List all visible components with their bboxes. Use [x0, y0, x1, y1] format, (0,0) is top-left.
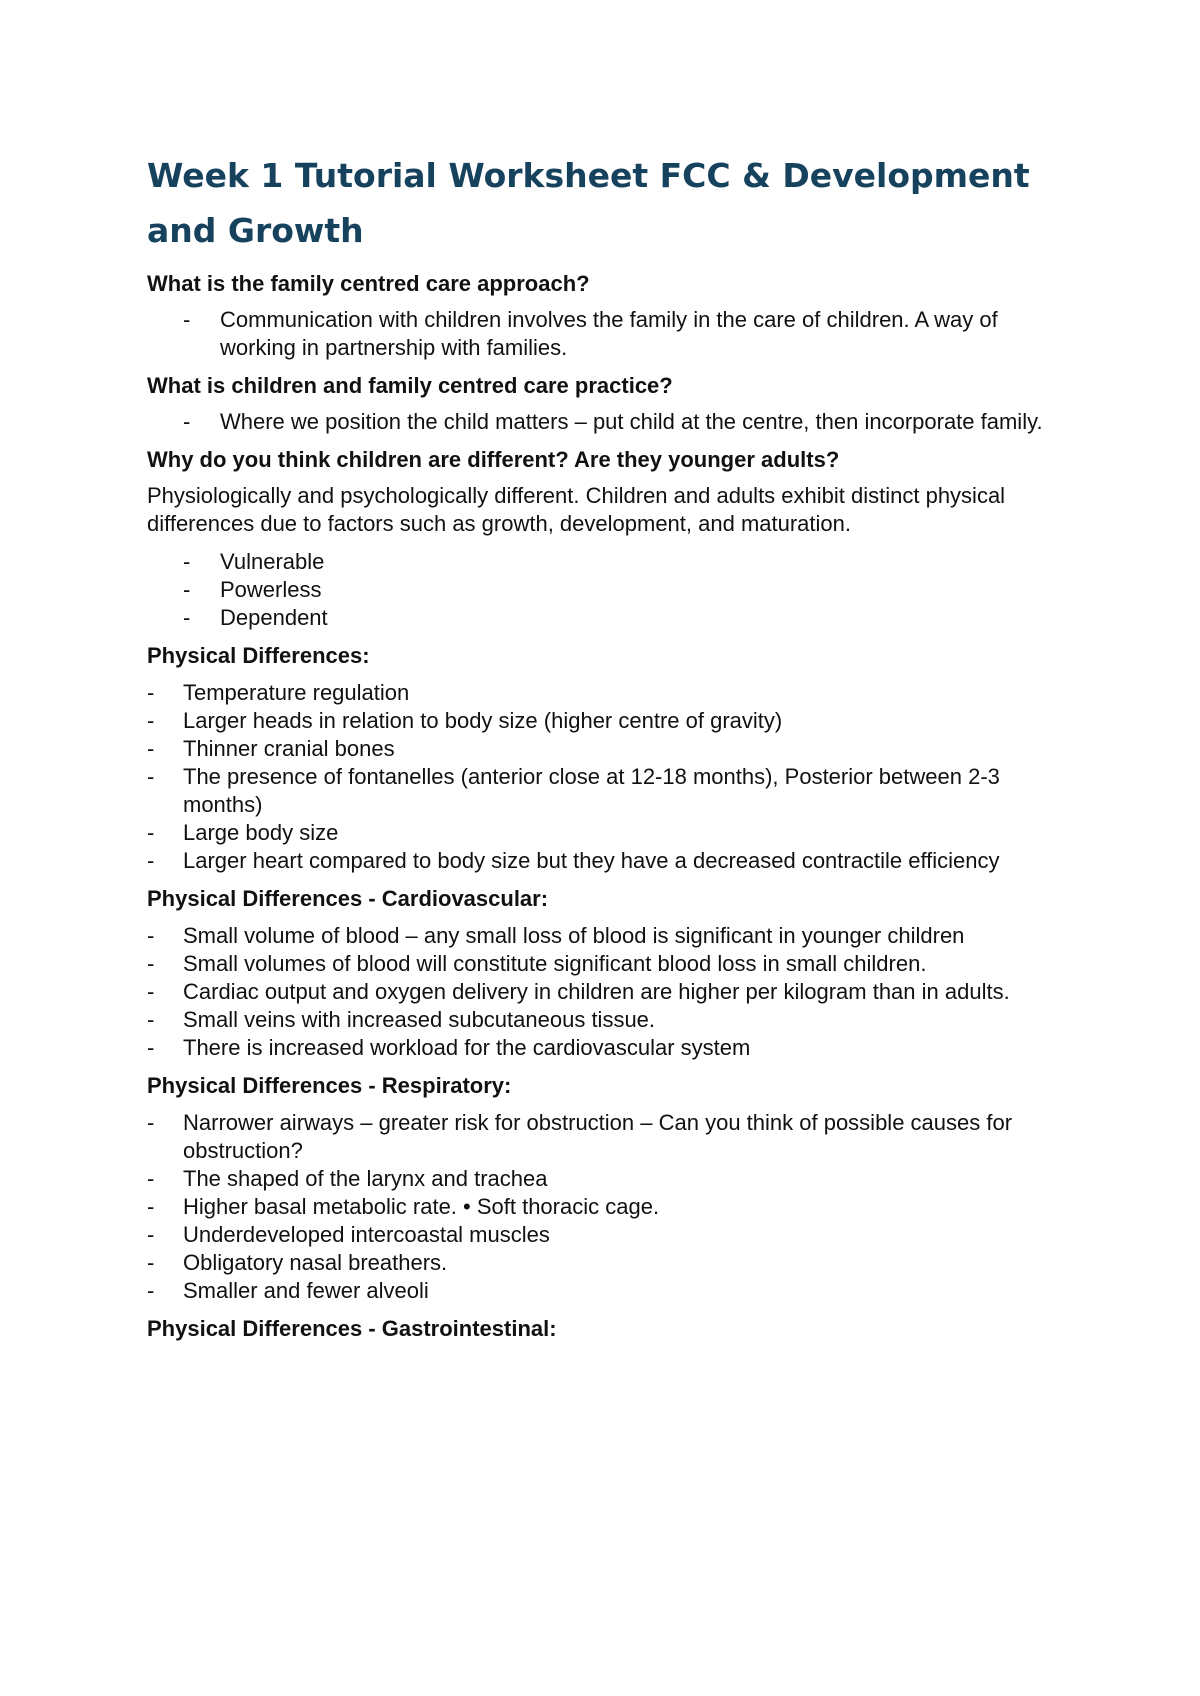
list-item: - Large body size	[147, 820, 339, 845]
heading-gastrointestinal: Physical Differences - Gastrointestinal:	[147, 1316, 557, 1341]
list-item: - There is increased workload for the cardiovascular system	[147, 1035, 751, 1060]
dash-bullet: -	[147, 736, 155, 761]
list-respiratory	[147, 1109, 1067, 1305]
list-item: - Higher basal metabolic rate. • Soft thoracic cage.	[147, 1194, 660, 1219]
list-item: - Underdeveloped intercoastal muscles	[147, 1222, 550, 1247]
list-cardiovascular	[147, 922, 1067, 1062]
dash-bullet: -	[147, 1166, 155, 1191]
dash-bullet: -	[147, 1250, 155, 1275]
answer-paragraph-children-different: Physiologically and psychologically different. Children and adults exhibit distinct physical differences due to factors such as growth, development, and maturation.	[147, 483, 1006, 536]
dash-bullet: -	[147, 951, 155, 976]
list-item: - Powerless	[183, 577, 322, 602]
dash-bullet: -	[147, 1194, 155, 1219]
dash-bullet: -	[183, 577, 191, 602]
list-item: - Larger heart compared to body size but they have a decreased contractile efficiency	[147, 848, 1000, 873]
question-children-different: Why do you think children are different? Are they younger adults?	[147, 447, 840, 472]
list-item: - Where we position the child matters – put child at the centre, then incorporate family.	[183, 409, 1043, 434]
dash-bullet: -	[147, 680, 155, 705]
dash-bullet: -	[183, 605, 191, 630]
list-item: - Cardiac output and oxygen delivery in children are higher per kilogram than in adults.	[147, 979, 1010, 1004]
dash-bullet: -	[147, 923, 155, 948]
list-item: - Larger heads in relation to body size (higher centre of gravity)	[147, 708, 783, 733]
question-care-practice: What is children and family centred care practice?	[147, 373, 673, 398]
dash-bullet: -	[147, 1007, 155, 1032]
dash-bullet: -	[183, 409, 191, 434]
heading-physical-differences: Physical Differences:	[147, 643, 370, 668]
list-item: - Thinner cranial bones	[147, 736, 395, 761]
dash-bullet: -	[147, 1222, 155, 1247]
list-item: - Small veins with increased subcutaneous tissue.	[147, 1007, 656, 1032]
list-item: - Obligatory nasal breathers.	[147, 1250, 448, 1275]
list-item: - Temperature regulation	[147, 680, 410, 705]
heading-respiratory: Physical Differences - Respiratory:	[147, 1073, 512, 1098]
dash-bullet: -	[147, 764, 155, 789]
list-item: - Small volume of blood – any small loss of blood is significant in younger children	[147, 923, 965, 948]
list-item: - Smaller and fewer alveoli	[147, 1278, 429, 1303]
document-title: Week 1 Tutorial Worksheet FCC & Development and Growth	[147, 156, 1030, 250]
answer-list-family-centred-care	[147, 306, 1067, 362]
list-item: - Communication with children involves the family in the care of children. A way of working in partnership with families.	[183, 307, 998, 360]
document-page	[147, 148, 1067, 1352]
dash-bullet: -	[147, 820, 155, 845]
list-physical-differences	[147, 679, 1067, 875]
answer-list-care-practice	[147, 408, 1067, 436]
list-item: - Vulnerable	[183, 549, 325, 574]
list-item: - Narrower airways – greater risk for obstruction – Can you think of possible causes for obstruction?	[147, 1110, 1013, 1163]
heading-cardiovascular: Physical Differences - Cardiovascular:	[147, 886, 549, 911]
answer-list-children-different	[147, 548, 1067, 632]
dash-bullet: -	[147, 1110, 155, 1135]
dash-bullet: -	[147, 848, 155, 873]
dash-bullet: -	[147, 1278, 155, 1303]
list-item: - Dependent	[183, 605, 328, 630]
dash-bullet: -	[183, 549, 191, 574]
list-item: - The shaped of the larynx and trachea	[147, 1166, 548, 1191]
list-item: - Small volumes of blood will constitute significant blood loss in small children.	[147, 951, 927, 976]
list-item: - The presence of fontanelles (anterior close at 12-18 months), Posterior between 2-3 months)	[147, 764, 1000, 817]
dash-bullet: -	[183, 307, 191, 332]
dash-bullet: -	[147, 1035, 155, 1060]
dash-bullet: -	[147, 979, 155, 1004]
dash-bullet: -	[147, 708, 155, 733]
question-family-centred-care: What is the family centred care approach?	[147, 271, 590, 296]
